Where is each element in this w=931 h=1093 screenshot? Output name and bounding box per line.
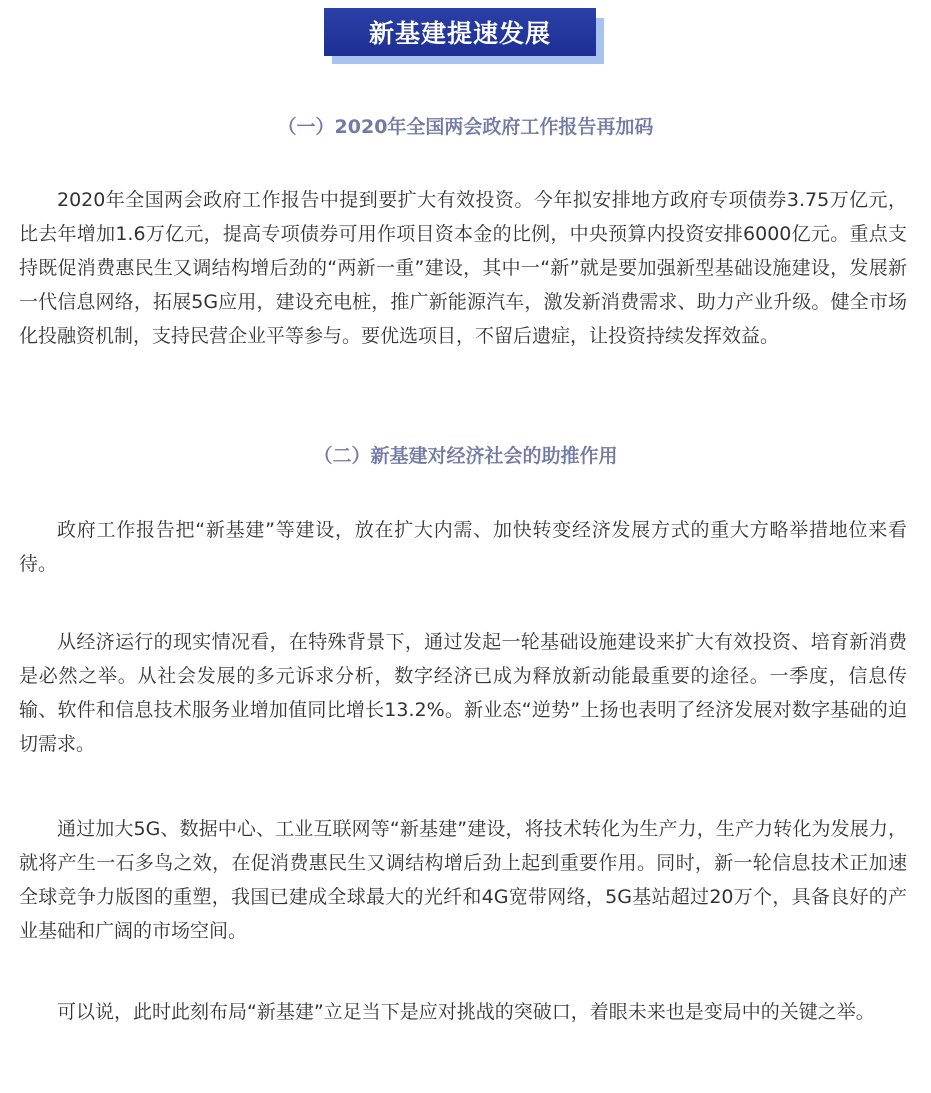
paragraph-4: 通过加大5G、数据中心、工业互联网等“新基建”建设，将技术转化为生产力，生产力转化为发展力，就将产生一石多鸟之效，在促消费惠民生又调结构增后劲上起到重要作用。同时，新一轮信息技术正加速全球竞争力版图的重塑，我国已建成全球最大的光纤和4G宽带网络，5G基站超过20万个，具备良好的产业基础和广阔的市场空间。 <box>19 818 907 942</box>
paragraph-2: 政府工作报告把“新基建”等建设，放在扩大内需、加快转变经济发展方式的重大方略举措地位来看待。 <box>19 519 907 575</box>
title-banner <box>324 8 604 66</box>
banner-title: 新基建提速发展 <box>324 8 596 56</box>
section-heading-1: （一）2020年全国两会政府工作报告再加码 <box>277 116 654 138</box>
section-heading-2: （二）新基建对经济社会的助推作用 <box>313 445 618 467</box>
paragraph-1: 2020年全国两会政府工作报告中提到要扩大有效投资。今年拟安排地方政府专项债券3.75万亿元，比去年增加1.6万亿元，提高专项债券可用作项目资本金的比例，中央预算内投资安排6000亿元。重点支持既促消费惠民生又调结构增后劲的“两新一重”建设，其中一“新”就是要加强新型基础设施建设，发展新一代信息网络，拓展5G应用，建设充电桩，推广新能源汽车，激发新消费需求、助力产业升级。健全市场化投融资机制，支持民营企业平等参与。要优选项目，不留后遗症，让投资持续发挥效益。 <box>19 189 907 347</box>
paragraph-3: 从经济运行的现实情况看，在特殊背景下，通过发起一轮基础设施建设来扩大有效投资、培育新消费是必然之举。从社会发展的多元诉求分析，数字经济已成为释放新动能最重要的途径。一季度，信息传输、软件和信息技术服务业增加值同比增长13.2%。新业态“逆势”上扬也表明了经济发展对数字基础的迫切需求。 <box>19 631 907 755</box>
paragraph-5: 可以说，此时此刻布局“新基建”立足当下是应对挑战的突破口，着眼未来也是变局中的关键之举。 <box>57 1001 875 1023</box>
